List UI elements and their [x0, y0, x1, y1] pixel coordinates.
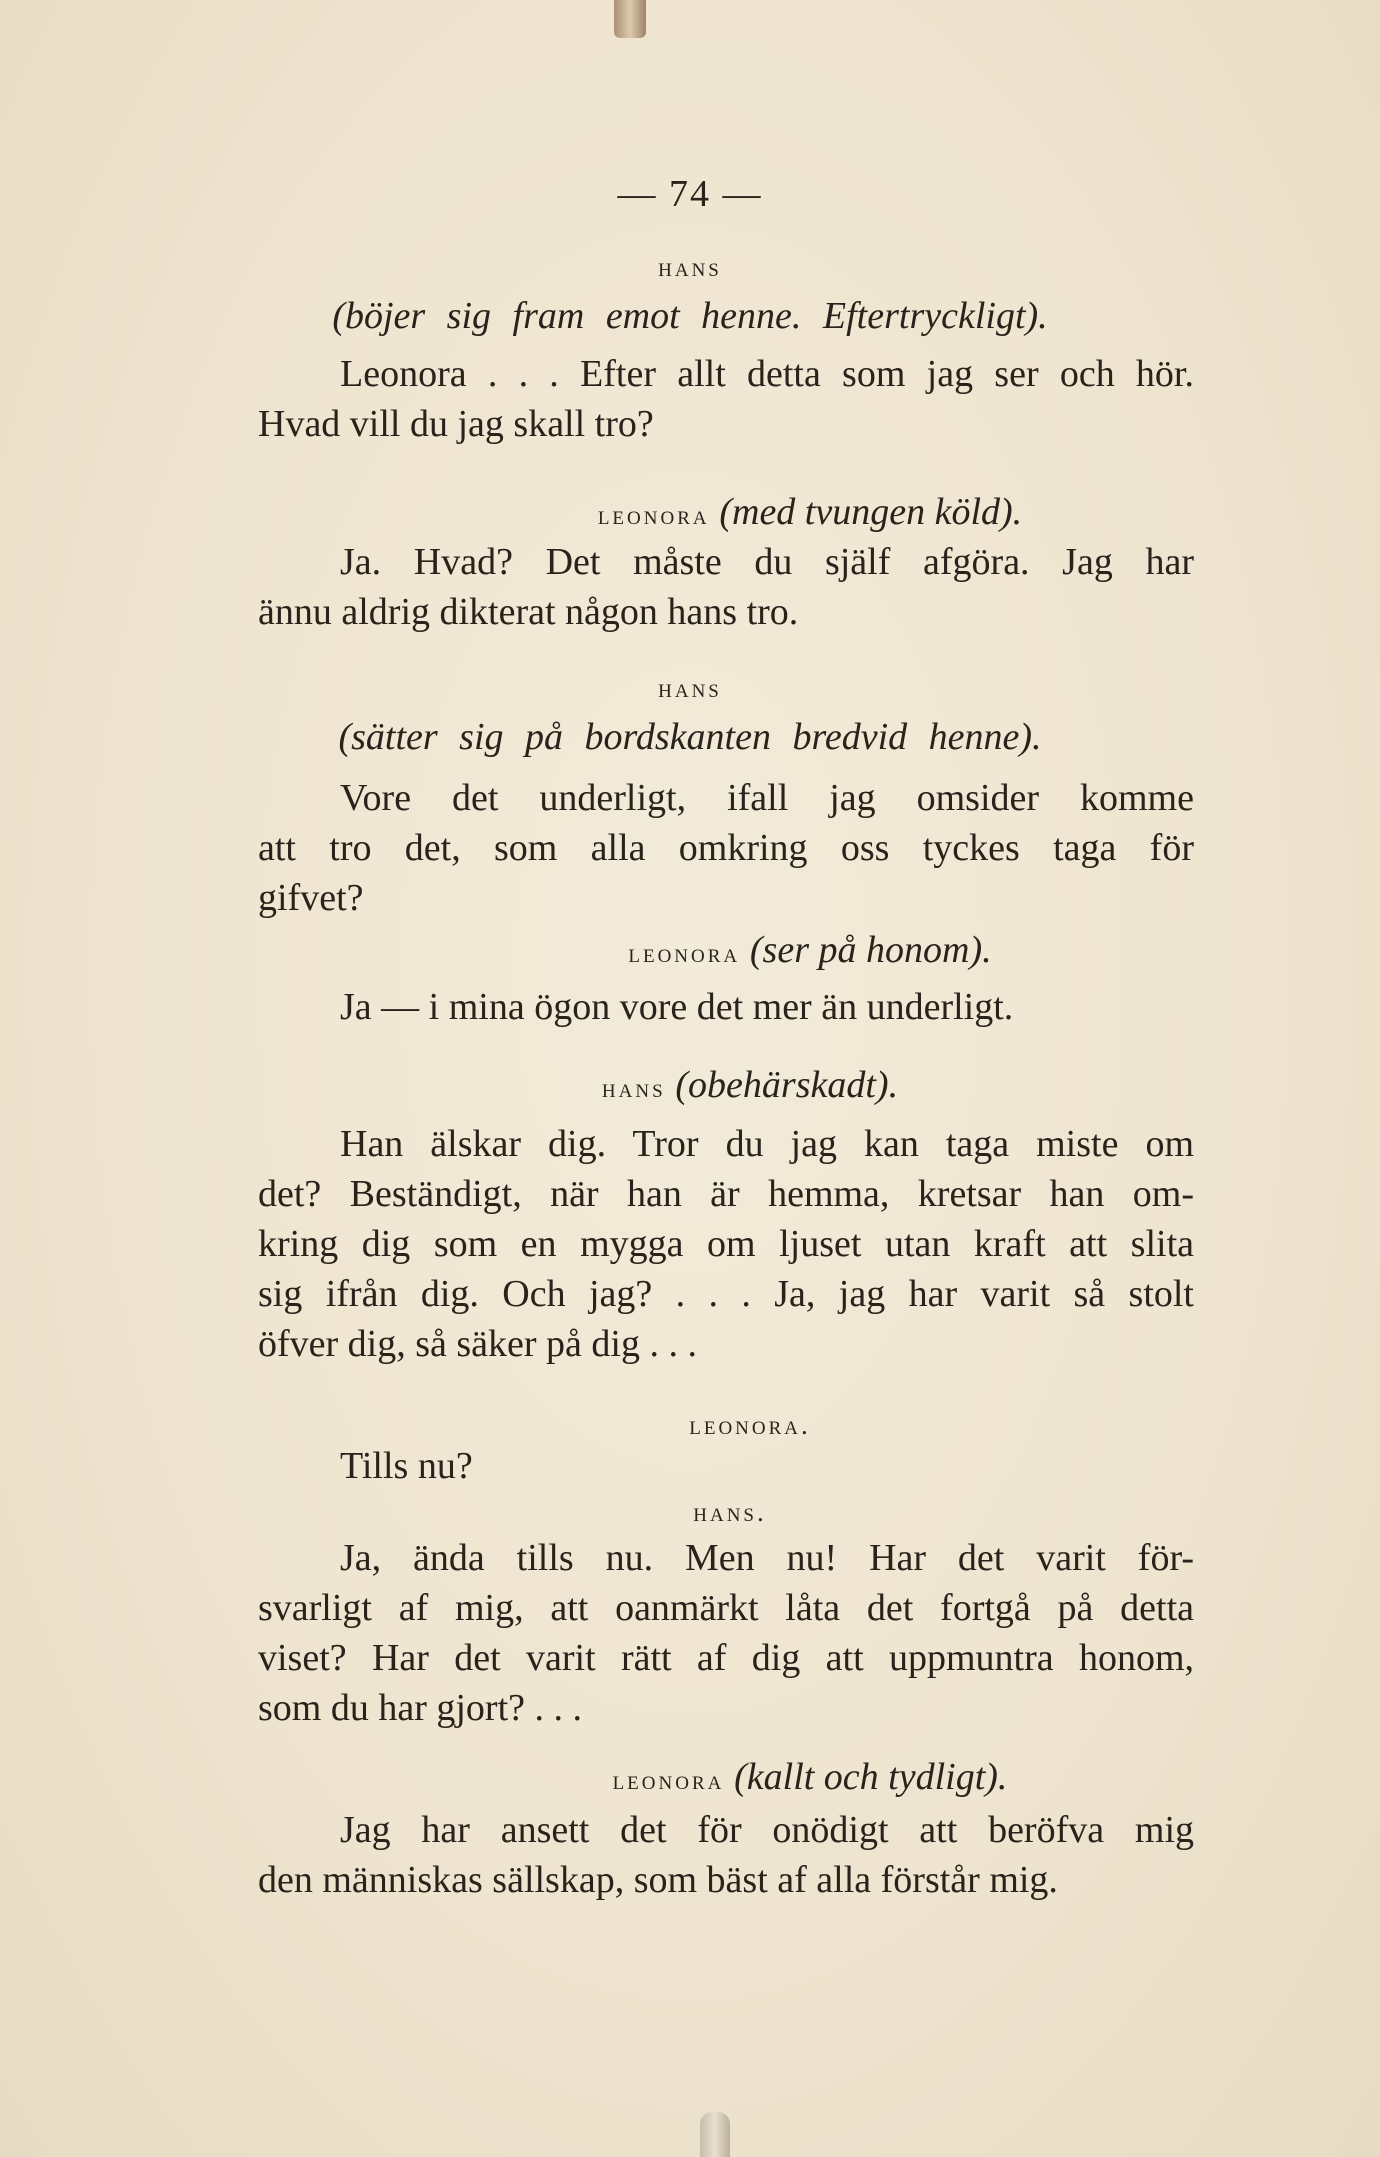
- speaker-name: leonora: [628, 938, 741, 968]
- text-line: viset? Har det varit rätt af dig att uppmuntra honom,: [258, 1637, 1194, 1679]
- speaker-heading: [120, 490, 1380, 534]
- speaker-heading: [60, 1063, 1380, 1107]
- speaker-name: hans: [658, 252, 722, 282]
- text-line: Han älskar dig. Tror du jag kan taga miste om: [340, 1123, 1194, 1165]
- text-line: öfver dig, så säker på dig . . .: [258, 1323, 697, 1365]
- stage-direction: (ser på honom).: [749, 929, 992, 971]
- page-number: — 74 —: [617, 173, 763, 215]
- text-line: Ja, ända tills nu. Men nu! Har det varit för-: [340, 1537, 1194, 1579]
- text-line: Hvad vill du jag skall tro?: [258, 403, 654, 445]
- text-line: kring dig som en mygga om ljuset utan kraft att slita: [258, 1223, 1194, 1265]
- speaker-name: leonora: [612, 1765, 725, 1795]
- text-line: Tills nu?: [340, 1445, 473, 1487]
- text-line: Ja. Hvad? Det måste du själf afgöra. Jag har: [340, 541, 1194, 583]
- text-line: sig ifrån dig. Och jag? . . . Ja, jag har varit så stolt: [258, 1273, 1194, 1315]
- stage-direction: (böjer sig fram emot henne. Eftertryckligt).: [332, 295, 1048, 337]
- text-line: som du har gjort? . . .: [258, 1687, 583, 1729]
- text-line: att tro det, som alla omkring oss tyckes taga för: [258, 827, 1194, 869]
- binding-mark: [614, 0, 646, 38]
- speaker-name: leonora.: [689, 1410, 811, 1440]
- speaker-heading: [120, 1755, 1380, 1799]
- text-line: Jag har ansett det för onödigt att beröfva mig: [340, 1809, 1194, 1851]
- stage-direction: (obehärskadt).: [675, 1064, 899, 1106]
- speaker-name: leonora: [597, 500, 710, 530]
- text-line: svarligt af mig, att oanmärkt låta det fortgå på detta: [258, 1587, 1194, 1629]
- stage-direction: (kallt och tydligt).: [734, 1756, 1008, 1798]
- text-line: Vore det underligt, ifall jag omsider komme: [340, 777, 1194, 819]
- speaker-name: hans.: [693, 1497, 767, 1527]
- stage-direction: (sätter sig på bordskanten bredvid henne).: [338, 716, 1042, 758]
- text-line: gifvet?: [258, 877, 364, 919]
- speaker-heading: [120, 928, 1380, 972]
- text-line: den människas sällskap, som bäst af alla förstår mig.: [258, 1859, 1058, 1901]
- page-edge-mark: [700, 2112, 730, 2157]
- stage-direction: (med tvungen köld).: [719, 491, 1023, 533]
- text-line: Ja — i mina ögon vore det mer än underligt.: [340, 986, 1014, 1028]
- speaker-name: hans: [601, 1073, 666, 1103]
- text-line: ännu aldrig dikterat någon hans tro.: [258, 591, 799, 633]
- speaker-name: hans: [658, 673, 722, 703]
- text-line: Leonora . . . Efter allt detta som jag ser och hör.: [340, 353, 1194, 395]
- text-line: det? Beständigt, när han är hemma, kretsar han om-: [258, 1173, 1194, 1215]
